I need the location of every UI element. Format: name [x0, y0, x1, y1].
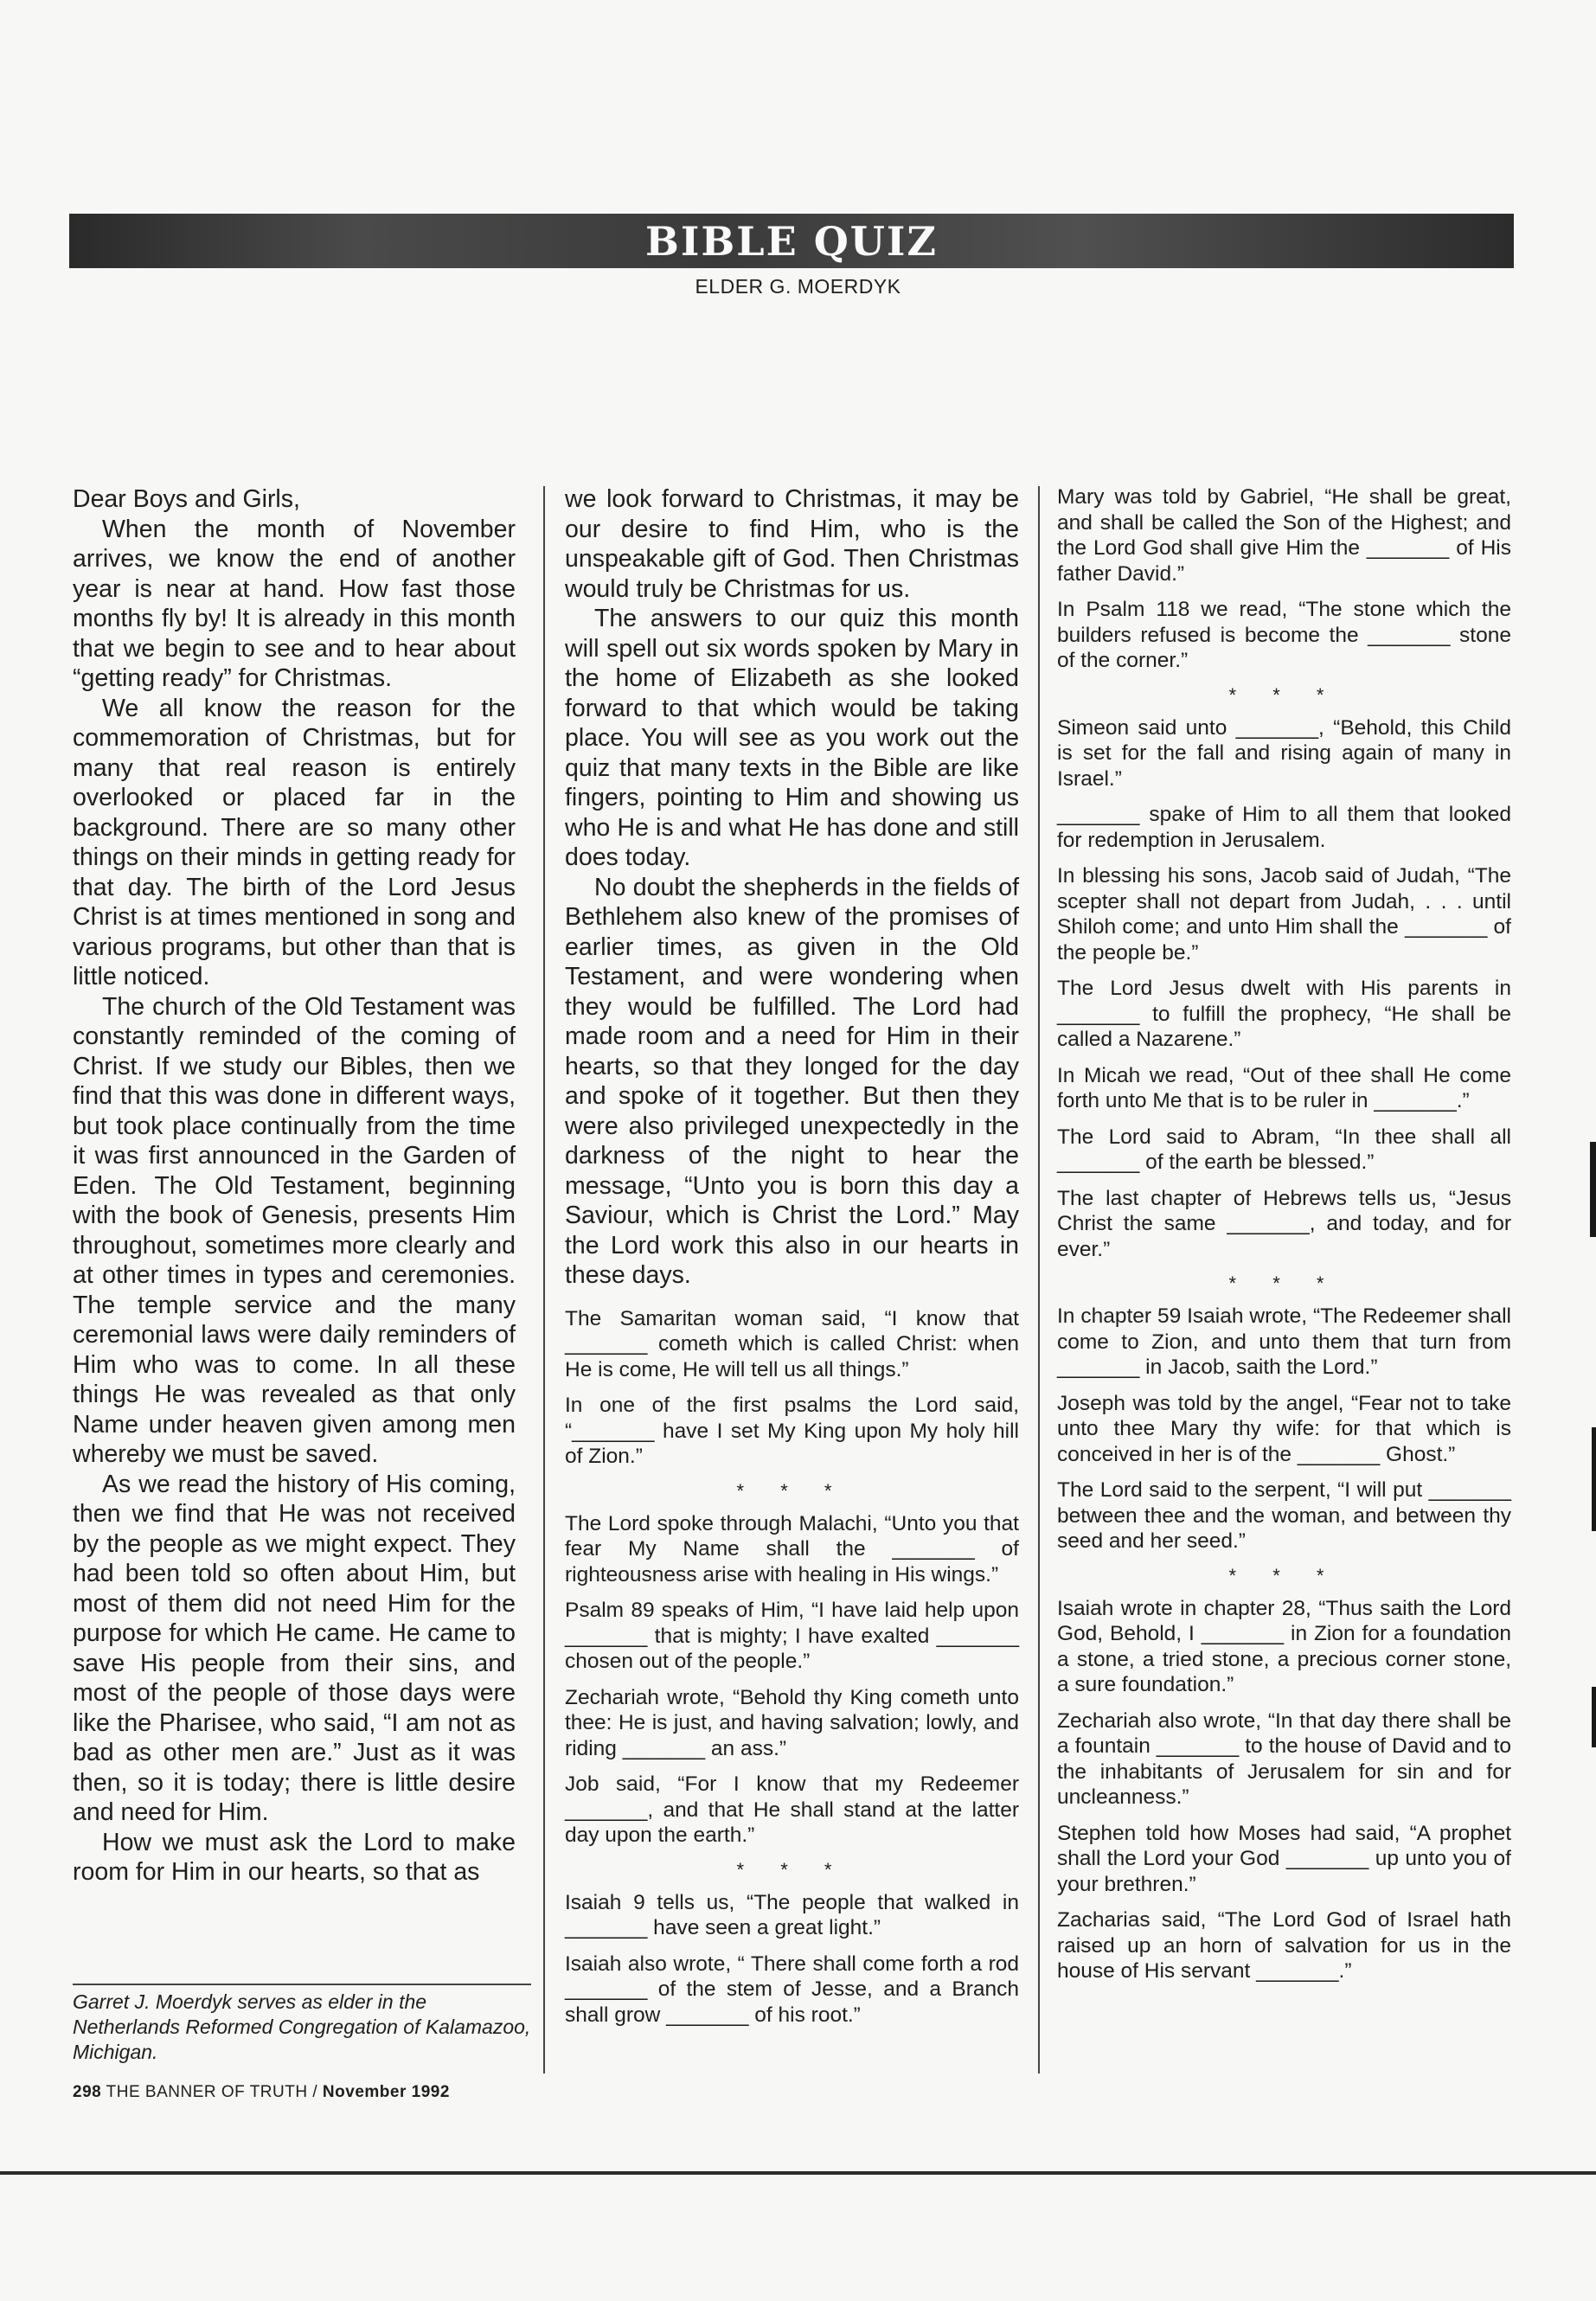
quiz-question: In chapter 59 Isaiah wrote, “The Redeemer shall come to Zion, and unto them that turn from _______ in Jacob, saith the Lord.” — [1057, 1304, 1511, 1379]
quiz-question: Mary was told by Gabriel, “He shall be great, and shall be called the Son of the Highest; and the Lord God shall give Him the _______ of His father David.” — [1057, 485, 1511, 586]
quiz-question: Zechariah wrote, “Behold thy King cometh unto thee: He is just, and having salvation; lowly, and riding _______ an ass.” — [565, 1685, 1019, 1760]
article-paragraph: How we must ask the Lord to make room for Him in our hearts, so that as — [73, 1828, 516, 1886]
quiz-question: Isaiah also wrote, “ There shall come forth a rod _______ of the stem of Jesse, and a Branch shall grow _______ of his root.” — [565, 1952, 1019, 2027]
article-column-1 — [73, 484, 516, 1888]
quiz-question: Isaiah 9 tells us, “The people that walked in _______ have seen a great light.” — [565, 1890, 1019, 1939]
quiz-question: In one of the first psalms the Lord said, “_______ have I set My King upon My holy hill of Zion.” — [565, 1394, 1019, 1468]
section-separator: * * * — [1228, 1272, 1340, 1294]
quiz-question: Simeon said unto _______, “Behold, this Child is set for the fall and rising again of many in Israel.” — [1057, 715, 1511, 791]
quiz-question: The Lord said to Abram, “In thee shall all _______ of the earth be blessed.” — [1057, 1125, 1511, 1174]
quiz-question: Psalm 89 speaks of Him, “I have laid help upon _______ that is mighty; I have exalted _______ chosen out of the people.” — [565, 1599, 1019, 1673]
quiz-question: The Lord said to the serpent, “I will put _______ between thee and the woman, and between thy seed and her seed.” — [1057, 1478, 1511, 1553]
page-title: BIBLE QUIZ — [645, 217, 938, 265]
bottom-border — [0, 2171, 1596, 2175]
quiz-question: In Micah we read, “Out of thee shall He come forth unto Me that is to be ruler in _______.” — [1057, 1063, 1511, 1112]
salutation: Dear Boys and Girls, — [73, 485, 300, 513]
article-paragraph: No doubt the shepherds in the fields of Bethlehem also knew of the promises of earlier times, as given in the Old Testament, and were wondering when they would be fulfilled. The Lord had made room and a need for Him in their hearts, so that they longed for the day and spoke of it together. But then they were also privileged unexpectedly in the darkness of the night to hear the message, “Unto you is born this day a Saviour, which is Christ the Lord.” May the Lord work this also in our hearts in these days. — [565, 873, 1019, 1289]
quiz-question: Isaiah wrote in chapter 28, “Thus saith the Lord God, Behold, I _______ in Zion for a foundation a stone, a tried stone, a precious corner stone, a sure foundation.” — [1057, 1596, 1511, 1696]
scan-edge-mark — [1592, 1427, 1596, 1531]
publication-name: THE BANNER OF TRUTH / — [106, 2083, 318, 2101]
article-column-2 — [565, 484, 1019, 2038]
quiz-question: In Psalm 118 we read, “The stone which the builders refused is become the _______ stone of the corner.” — [1057, 598, 1511, 672]
article-paragraph: The church of the Old Testament was constantly reminded of the coming of Christ. If we study our Bibles, then we find that this was done in different ways, but took place continually from the time it was first announced in the Garden of Eden. The Old Testament, beginning with the book of Genesis, presents Him throughout, sometimes more clearly and at other times in types and ceremonies. The temple service and the many ceremonial laws were daily reminders of Him who was to come. In all these things He was revealed as that only Name under heaven given among men whereby we must be saved. — [73, 992, 516, 1468]
issue-date: November 1992 — [322, 2083, 450, 2101]
quiz-question: Zacharias said, “The Lord God of Israel hath raised up an horn of salvation for us in the house of His servant _______.” — [1057, 1908, 1511, 1983]
article-paragraph: We all know the reason for the commemoration of Christmas, but for many that real reason is entirely overlooked or placed far in the background. There are so many other things on their minds in getting ready for that day. The birth of the Lord Jesus Christ is at times mentioned in song and various programs, but other than that is little noticed. — [73, 694, 516, 990]
title-banner — [69, 214, 1514, 268]
quiz-question: In blessing his sons, Jacob said of Judah, “The scepter shall not depart from Judah, . . . until Shiloh come; and unto Him shall the _______ of the people be.” — [1057, 864, 1511, 965]
article-paragraph: we look forward to Christmas, it may be our desire to find Him, who is the unspeakable gift of God. Then Christmas would truly be Christmas for us. — [565, 485, 1019, 603]
section-separator: * * * — [736, 1479, 848, 1502]
scan-edge-mark — [1592, 1687, 1596, 1747]
scan-edge-mark — [1590, 1142, 1596, 1237]
section-separator: * * * — [736, 1858, 848, 1881]
article-paragraph: As we read the history of His coming, then we find that He was not received by the people as we might expect. They had been told so often about Him, but most of them did not need Him for the purpose for which He came. He came to save His people from their sins, and most of the people of those days were like the Pharisee, who said, “I am not as bad as other men are.” Just as it was then, so it is today; there is little desire and need for Him. — [73, 1470, 516, 1826]
author-byline: ELDER G. MOERDYK — [695, 275, 901, 298]
page-number: 298 — [73, 2083, 102, 2101]
quiz-question: Job said, “For I know that my Redeemer _______, and that He shall stand at the latter day upon the earth.” — [565, 1772, 1019, 1847]
section-separator: * * * — [1228, 683, 1340, 706]
article-paragraph: The answers to our quiz this month will spell out six words spoken by Mary in the home of Elizabeth as she looked forward to that which would be taking place. You will see as you work out the quiz that many texts in the Bible are like fingers, pointing to Him and showing us who He is and what He has done and still does today. — [565, 605, 1019, 871]
author-footnote: Garret J. Moerdyk serves as elder in the Netherlands Reformed Congregation of Kalamazoo, Michigan. — [73, 1990, 531, 2063]
quiz-question: Zechariah also wrote, “In that day there shall be a fountain _______ to the house of David and to the inhabitants of Jerusalem for sin and for uncleanness.” — [1057, 1708, 1511, 1809]
footnote-rule — [73, 1984, 531, 1985]
quiz-question: The Samaritan woman said, “I know that _______ cometh which is called Christ: when He is come, He will tell us all things.” — [565, 1306, 1019, 1381]
quiz-question: _______ spake of Him to all them that looked for redemption in Jerusalem. — [1057, 803, 1511, 852]
quiz-question: Stephen told how Moses had said, “A prophet shall the Lord your God _______ up unto you of your brethren.” — [1057, 1821, 1511, 1896]
quiz-column-3 — [1057, 484, 1511, 1995]
quiz-question: The Lord Jesus dwelt with His parents in _______ to fulfill the prophecy, “He shall be called a Nazarene.” — [1057, 977, 1511, 1051]
column-divider — [543, 486, 545, 2073]
quiz-question: The last chapter of Hebrews tells us, “Jesus Christ the same _______, and today, and for ever.” — [1057, 1186, 1511, 1261]
section-separator: * * * — [1228, 1564, 1340, 1586]
page-footer — [73, 2083, 450, 2102]
article-paragraph: When the month of November arrives, we know the end of another year is near at hand. How fast those months fly by! It is already in this month that we begin to see and to hear about “getting ready” for Christmas. — [73, 515, 516, 692]
column-divider — [1038, 486, 1040, 2073]
quiz-question: Joseph was told by the angel, “Fear not to take unto thee Mary thy wife: for that which is conceived in her is of the _______ Ghost.” — [1057, 1391, 1511, 1466]
quiz-question: The Lord spoke through Malachi, “Unto you that fear My Name shall the _______ of righteousness arise with healing in His wings.” — [565, 1511, 1019, 1586]
